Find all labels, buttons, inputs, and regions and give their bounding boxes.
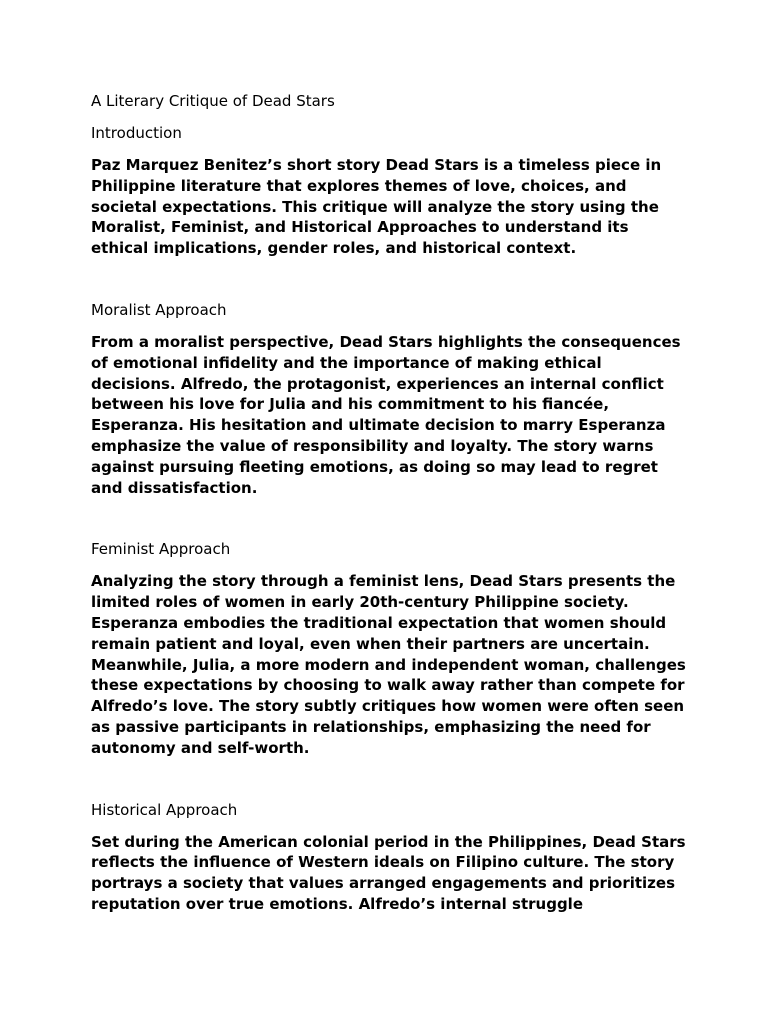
section-heading-feminist: Feminist Approach [91,540,231,559]
section-historical [91,800,691,915]
section-body-introduction: Paz Marquez Benitez’s short story Dead Stars is a timeless piece in Philippine literature that explores themes of love, choices, and societal expectations. This critique will analyze the story using the Moralist, Feminist, and Historical Approaches to understand its ethical implications, gender roles, and historical context. [91,156,662,258]
section-body-moralist: From a moralist perspective, Dead Stars highlights the consequences of emotional infidelity and the importance of making ethical decisions. Alfredo, the protagonist, experiences an internal conflict between his love for Julia and his commitment to his fiancée, Esperanza. His hesitation and ultimate decision to marry Esperanza emphasize the value of responsibility and loyalty. The story warns against pursuing fleeting emotions, as doing so may lead to regret and dissatisfaction. [91,332,681,497]
document-title: A Literary Critique of Dead Stars [91,92,335,110]
section-heading-moralist: Moralist Approach [91,300,227,319]
section-feminist [91,539,691,758]
section-body-feminist: Analyzing the story through a feminist lens, Dead Stars presents the limited roles of women in early 20th-century Philippine society. Esperanza embodies the traditional expectation that women should remain patient and loyal, even when their partners are uncertain. Meanwhile, Julia, a more modern and independent woman, challenges these expectations by choosing to walk away rather than compete for Alfredo’s love. The story subtly critiques how women were often seen as passive participants in relationships, emphasizing the need for autonomy and self-worth. [91,572,686,757]
section-heading-introduction: Introduction [91,124,182,142]
section-body-historical: Set during the American colonial period in the Philippines, Dead Stars reflects the influence of Western ideals on Filipino culture. The story portrays a society that values arranged engagements and prioritizes reputation over true emotions. Alfredo’s internal struggle [91,832,686,913]
section-introduction [91,123,691,259]
document-page [91,91,691,915]
section-heading-historical: Historical Approach [91,800,238,819]
section-moralist [91,300,691,498]
